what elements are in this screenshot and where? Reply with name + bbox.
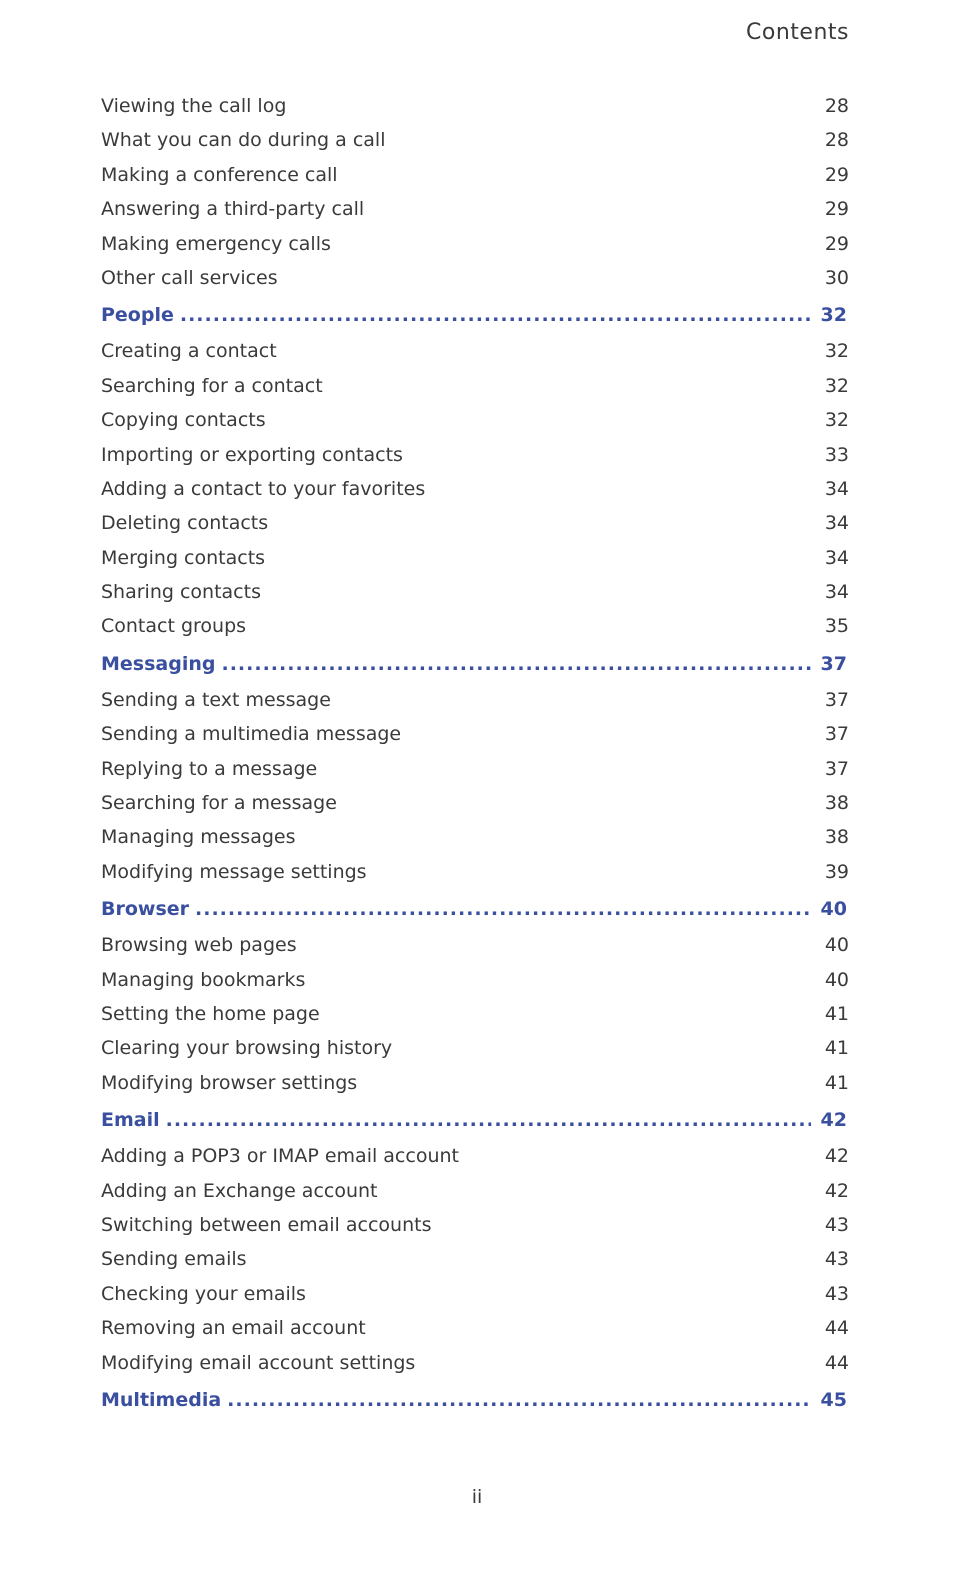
- toc-entry-title: Adding an Exchange account: [101, 1179, 378, 1202]
- toc-entry[interactable]: [101, 928, 849, 962]
- toc-section-page: 45: [820, 1388, 847, 1411]
- toc-entry[interactable]: [101, 1139, 849, 1173]
- toc-entry[interactable]: [101, 1242, 849, 1276]
- toc-entry-page: 38: [824, 826, 849, 849]
- toc-entry[interactable]: [101, 1208, 849, 1242]
- toc-entry-page: 40: [824, 968, 849, 991]
- toc-entry-title: Importing or exporting contacts: [101, 443, 403, 466]
- toc-entry[interactable]: [101, 963, 849, 997]
- toc-entry[interactable]: [101, 472, 849, 506]
- page-header-title: Contents: [746, 20, 849, 45]
- toc-entry-page: 41: [824, 1002, 849, 1025]
- toc-entry-title: Modifying message settings: [101, 860, 367, 883]
- toc-entry[interactable]: [101, 158, 849, 192]
- toc-dot-leader: [227, 1381, 810, 1419]
- toc-entry-title: Deleting contacts: [101, 512, 269, 535]
- toc-section-heading[interactable]: [101, 644, 849, 683]
- toc-entry-page: 41: [824, 1071, 849, 1094]
- toc-entry[interactable]: [101, 369, 849, 403]
- toc-entry[interactable]: [101, 438, 849, 472]
- toc-entry[interactable]: [101, 1031, 849, 1065]
- toc-entry-page: 29: [824, 163, 849, 186]
- toc-entry-title: Managing messages: [101, 826, 296, 849]
- toc-entry[interactable]: [101, 403, 849, 437]
- toc-entry-title: Adding a POP3 or IMAP email account: [101, 1145, 459, 1168]
- toc-entry-title: Answering a third-party call: [101, 198, 365, 221]
- toc-entry-page: 42: [824, 1179, 849, 1202]
- toc-entry-page: 30: [824, 266, 849, 289]
- toc-section-page: 40: [820, 898, 847, 921]
- toc-entry-page: 37: [824, 757, 849, 780]
- toc-entry-title: Contact groups: [101, 615, 247, 638]
- toc-entry-page: 43: [824, 1282, 849, 1305]
- toc-section-heading[interactable]: [101, 1100, 849, 1139]
- toc-entry-page: 33: [824, 443, 849, 466]
- toc-entry-page: 41: [824, 1037, 849, 1060]
- toc-entry-page: 44: [824, 1351, 849, 1374]
- toc-entry-title: Sending a multimedia message: [101, 723, 402, 746]
- toc-dot-leader: [180, 296, 811, 334]
- toc-entry-page: 42: [824, 1145, 849, 1168]
- toc-section-title: Multimedia: [101, 1388, 222, 1411]
- toc-entry-page: 28: [824, 95, 849, 117]
- toc-entry[interactable]: [101, 541, 849, 575]
- toc-entry[interactable]: [101, 1277, 849, 1311]
- toc-entry-page: 32: [824, 374, 849, 397]
- toc-entry-title: Modifying email account settings: [101, 1351, 416, 1374]
- toc-entry-page: 38: [824, 792, 849, 815]
- toc-entry-title: Copying contacts: [101, 409, 266, 432]
- toc-entry-page: 32: [824, 340, 849, 363]
- toc-entry-page: 28: [824, 129, 849, 152]
- toc-section-title: Email: [101, 1109, 160, 1132]
- toc-dot-leader: [195, 890, 811, 928]
- toc-entry[interactable]: [101, 575, 849, 609]
- toc-entry-title: Creating a contact: [101, 340, 277, 363]
- toc-entry[interactable]: [101, 261, 849, 295]
- toc-entry-title: What you can do during a call: [101, 129, 386, 152]
- toc-entry[interactable]: [101, 609, 849, 643]
- toc-entry-title: Setting the home page: [101, 1002, 320, 1025]
- toc-entry[interactable]: [101, 89, 849, 123]
- table-of-contents: [101, 89, 849, 1419]
- toc-entry-page: 34: [824, 546, 849, 569]
- toc-entry-page: 34: [824, 512, 849, 535]
- toc-entry[interactable]: [101, 227, 849, 261]
- page-number: ii: [471, 1486, 483, 1508]
- toc-dot-leader: [221, 645, 810, 683]
- toc-entry-title: Making a conference call: [101, 163, 338, 186]
- toc-entry[interactable]: [101, 855, 849, 889]
- toc-entry[interactable]: [101, 1311, 849, 1345]
- toc-entry[interactable]: [101, 717, 849, 751]
- toc-entry-title: Searching for a message: [101, 792, 337, 815]
- toc-entry-page: 44: [824, 1317, 849, 1340]
- toc-entry[interactable]: [101, 334, 849, 368]
- toc-entry-title: Viewing the call log: [101, 95, 287, 117]
- toc-entry-title: Switching between email accounts: [101, 1213, 432, 1236]
- toc-entry-page: 29: [824, 198, 849, 221]
- toc-section-heading[interactable]: [101, 889, 849, 928]
- toc-entry-title: Making emergency calls: [101, 232, 331, 255]
- toc-entry-page: 32: [824, 409, 849, 432]
- toc-section-title: Messaging: [101, 652, 216, 675]
- toc-entry-title: Browsing web pages: [101, 934, 297, 957]
- toc-entry-title: Managing bookmarks: [101, 968, 306, 991]
- toc-section-page: 42: [820, 1109, 847, 1132]
- toc-entry-title: Clearing your browsing history: [101, 1037, 393, 1060]
- toc-entry-title: Replying to a message: [101, 757, 318, 780]
- toc-entry-title: Checking your emails: [101, 1282, 306, 1305]
- toc-entry-page: 29: [824, 232, 849, 255]
- toc-entry[interactable]: [101, 506, 849, 540]
- toc-section-heading[interactable]: [101, 295, 849, 334]
- toc-entry-page: 37: [824, 723, 849, 746]
- toc-entry-page: 43: [824, 1248, 849, 1271]
- toc-entry-page: 37: [824, 688, 849, 711]
- toc-section-page: 32: [820, 304, 847, 327]
- toc-section-title: People: [101, 304, 174, 327]
- toc-section-page: 37: [820, 652, 847, 675]
- toc-entry-page: 40: [824, 934, 849, 957]
- toc-entry-page: 35: [824, 615, 849, 638]
- toc-entry[interactable]: [101, 1346, 849, 1380]
- toc-entry-page: 34: [824, 477, 849, 500]
- toc-entry-title: Searching for a contact: [101, 374, 323, 397]
- toc-entry[interactable]: [101, 683, 849, 717]
- toc-section-heading[interactable]: [101, 1380, 849, 1419]
- toc-entry[interactable]: [101, 192, 849, 226]
- toc-entry-page: 34: [824, 581, 849, 604]
- toc-entry-title: Removing an email account: [101, 1317, 366, 1340]
- toc-entry[interactable]: [101, 1174, 849, 1208]
- toc-entry[interactable]: [101, 997, 849, 1031]
- toc-entry-title: Sending emails: [101, 1248, 247, 1271]
- toc-section-title: Browser: [101, 898, 190, 921]
- toc-entry-page: 43: [824, 1213, 849, 1236]
- toc-entry[interactable]: [101, 752, 849, 786]
- toc-entry-title: Adding a contact to your favorites: [101, 477, 426, 500]
- toc-entry[interactable]: [101, 1066, 849, 1100]
- toc-entry[interactable]: [101, 820, 849, 854]
- toc-entry[interactable]: [101, 123, 849, 157]
- toc-entry-title: Sharing contacts: [101, 581, 261, 604]
- toc-entry[interactable]: [101, 786, 849, 820]
- toc-entry-title: Merging contacts: [101, 546, 266, 569]
- toc-entry-title: Sending a text message: [101, 688, 331, 711]
- toc-entry-page: 39: [824, 860, 849, 883]
- toc-entry-title: Modifying browser settings: [101, 1071, 358, 1094]
- toc-dot-leader: [166, 1101, 811, 1139]
- toc-entry-title: Other call services: [101, 266, 278, 289]
